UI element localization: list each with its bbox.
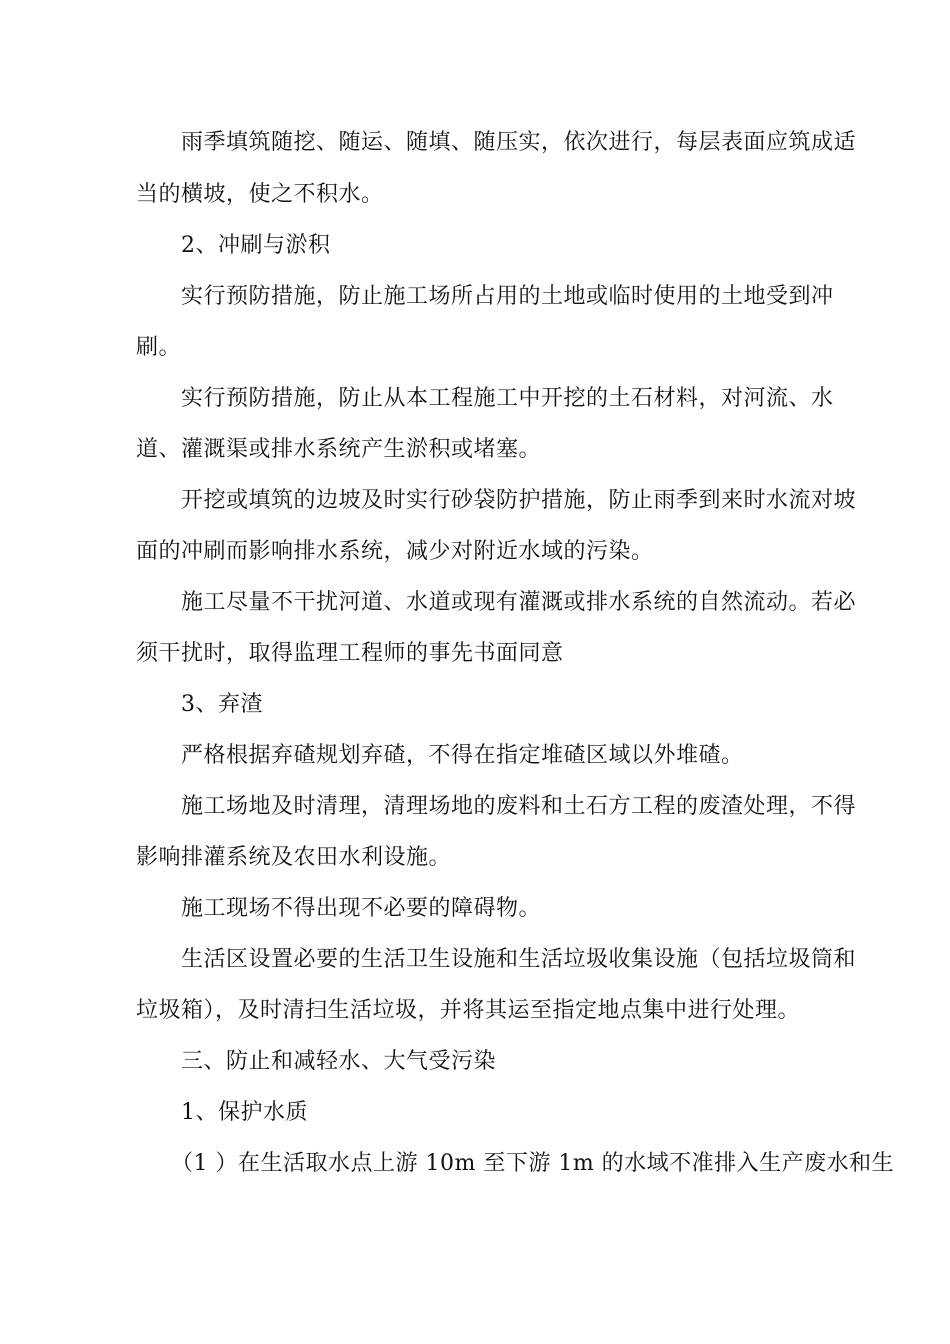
paragraph-line: 面的冲刷而影响排水系统，减少对附近水域的污染。	[136, 539, 654, 564]
list-item-line: （1 ）在生活取水点上游 10m 至下游 1m 的水域不准排入生产废水和生	[171, 1151, 895, 1176]
section-heading: 三、防止和减轻水、大气受污染	[181, 1049, 497, 1074]
paragraph-line: 施工尽量不干扰河道、水道或现有灌溉或排水系统的自然流动。若必	[181, 590, 857, 615]
paragraph-line: 施工场地及时清理，清理场地的废料和土石方工程的废渣处理，不得	[181, 794, 857, 819]
paragraph-line: 刷。	[136, 335, 182, 360]
paragraph-line: 严格根据弃碴规划弃碴，不得在指定堆碴区域以外堆碴。	[181, 743, 744, 768]
paragraph-line: 当的横坡，使之不积水。	[136, 182, 384, 207]
paragraph-line: 施工现场不得出现不必要的障碍物。	[181, 896, 542, 921]
paragraph-line: 道、灌溉渠或排水系统产生淤积或堵塞。	[136, 437, 542, 462]
section-heading: 2、冲刷与淤积	[181, 233, 331, 258]
paragraph-line: 生活区设置必要的生活卫生设施和生活垃圾收集设施（包括垃圾筒和	[181, 947, 857, 972]
paragraph-line: 雨季填筑随挖、随运、随填、随压实，依次进行，每层表面应筑成适	[181, 130, 857, 155]
paragraph-line: 实行预防措施，防止施工场所占用的土地或临时使用的土地受到冲	[181, 284, 834, 309]
section-heading: 3、弃渣	[181, 692, 263, 717]
paragraph-line: 影响排灌系统及农田水利设施。	[136, 845, 452, 870]
subsection-heading: 1、保护水质	[181, 1100, 308, 1125]
paragraph-line: 开挖或填筑的边坡及时实行砂袋防护措施，防止雨季到来时水流对坡	[181, 488, 857, 513]
paragraph-line: 实行预防措施，防止从本工程施工中开挖的土石材料，对河流、水	[181, 386, 834, 411]
paragraph-line: 须干扰时，取得监理工程师的事先书面同意	[136, 641, 564, 666]
paragraph-line: 垃圾箱），及时清扫生活垃圾，并将其运至指定地点集中进行处理。	[136, 998, 801, 1023]
